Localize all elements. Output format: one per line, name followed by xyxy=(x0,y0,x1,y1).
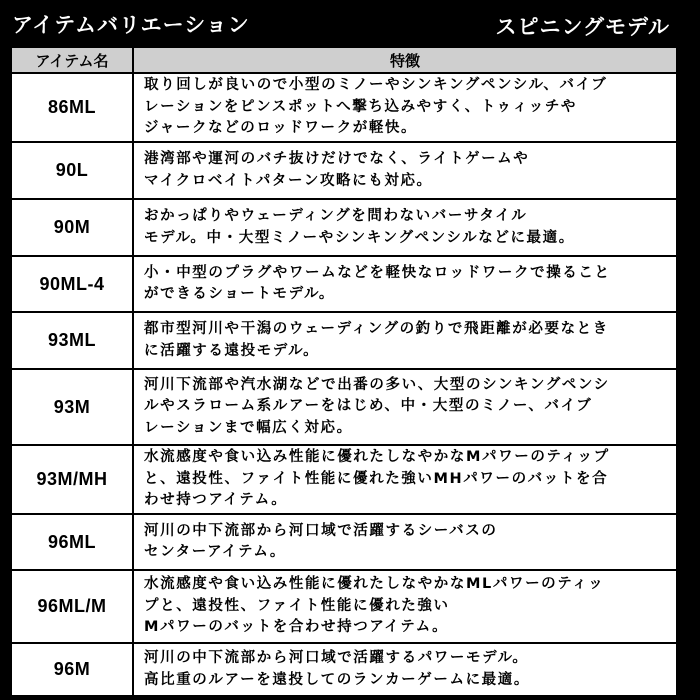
item-name: 96ML xyxy=(11,514,133,570)
item-name: 90ML-4 xyxy=(11,256,133,312)
table-row xyxy=(11,312,677,369)
feature-line: モデル。中・大型ミノーやシンキングペンシルなどに最適。 xyxy=(144,229,575,246)
feature-line: 小・中型のプラグやワームなどを軽快なロッドワークで操ること xyxy=(144,264,611,281)
item-feature xyxy=(133,142,677,199)
column-header-item-name: アイテム名 xyxy=(11,47,133,73)
feature-line: ができるショートモデル。 xyxy=(144,286,336,302)
item-name: 96M xyxy=(11,643,133,696)
feature-line: レーションをピンスポットへ撃ち込みやすく、トゥィッチや xyxy=(144,98,578,115)
item-feature xyxy=(133,256,677,312)
item-feature xyxy=(133,514,677,570)
feature-line: センターアイテム。 xyxy=(144,544,286,560)
feature-line: ルやスラローム系ルアーをはじめ、中・大型のミノー、バイブ xyxy=(144,398,593,415)
feature-line: 取り回しが良いので小型のミノーやシンキングペンシル、バイブ xyxy=(144,77,608,94)
item-name: 96ML/M xyxy=(11,570,133,643)
item-name: 90L xyxy=(11,142,133,199)
item-feature xyxy=(133,312,677,369)
item-name: 93M/MH xyxy=(11,445,133,514)
table-row xyxy=(11,142,677,199)
feature-line: 河川の中下流部から河口域で活躍するパワーモデル。 xyxy=(144,650,529,666)
feature-line: 河川の中下流部から河口域で活躍するシーバスの xyxy=(144,522,498,539)
feature-line: 港湾部や運河のバチ抜けだけでなく、ライトゲームや xyxy=(144,151,530,167)
feature-line: Mパワーのバットを合わせ持つアイテム。 xyxy=(144,619,449,636)
feature-line: レーションまで幅広く対応。 xyxy=(144,419,353,436)
item-feature xyxy=(133,445,677,514)
feature-line: と、遠投性、ファイト性能に優れた強いMHパワーのバットを合 xyxy=(144,470,609,487)
model-type-label: スピニングモデル xyxy=(495,15,670,39)
item-name: 93ML xyxy=(11,312,133,369)
page-title: アイテムバリエーション xyxy=(12,13,250,37)
column-header-feature: 特徴 xyxy=(133,47,677,73)
feature-line: に活躍する遠投モデル。 xyxy=(144,342,320,359)
item-feature xyxy=(133,199,677,256)
item-name: 90M xyxy=(11,199,133,256)
item-feature xyxy=(133,73,677,142)
table-body xyxy=(11,73,677,696)
feature-line: 都市型河川や干潟のウェーディングの釣りで飛距離が必要なとき xyxy=(144,321,609,337)
table-header-row xyxy=(11,47,677,73)
item-feature xyxy=(133,570,677,643)
table-row xyxy=(11,369,677,445)
item-name: 93M xyxy=(11,369,133,445)
item-feature xyxy=(133,643,677,696)
table-row xyxy=(11,73,677,142)
item-name: 86ML xyxy=(11,73,133,142)
item-feature xyxy=(133,369,677,445)
feature-line: わせ持つアイテム。 xyxy=(144,492,288,509)
table-row xyxy=(11,256,677,312)
feature-line: 河川下流部や汽水湖などで出番の多い、大型のシンキングペンシ xyxy=(144,376,610,393)
table-row xyxy=(11,514,677,570)
table-row xyxy=(11,643,677,696)
feature-line: おかっぱりやウェーディングを問わないバーサタイル xyxy=(144,208,528,224)
feature-line: 水流感度や食い込み性能に優れたしなやかなMLパワーのティッ xyxy=(144,576,605,593)
feature-line: プと、遠投性、ファイト性能に優れた強い xyxy=(144,597,450,614)
header-bar xyxy=(0,0,700,46)
table-row xyxy=(11,445,677,514)
feature-line: ジャークなどのロッドワークが軽快。 xyxy=(144,120,418,137)
feature-line: 水流感度や食い込み性能に優れたしなやかなMパワーのティップ xyxy=(144,449,610,466)
item-variation-table xyxy=(10,46,678,697)
table-row xyxy=(11,570,677,643)
feature-line: マイクロベイトパターン攻略にも対応。 xyxy=(144,172,433,189)
feature-line: 高比重のルアーを遠投してのランカーゲームに最適。 xyxy=(144,671,530,688)
table-row xyxy=(11,199,677,256)
